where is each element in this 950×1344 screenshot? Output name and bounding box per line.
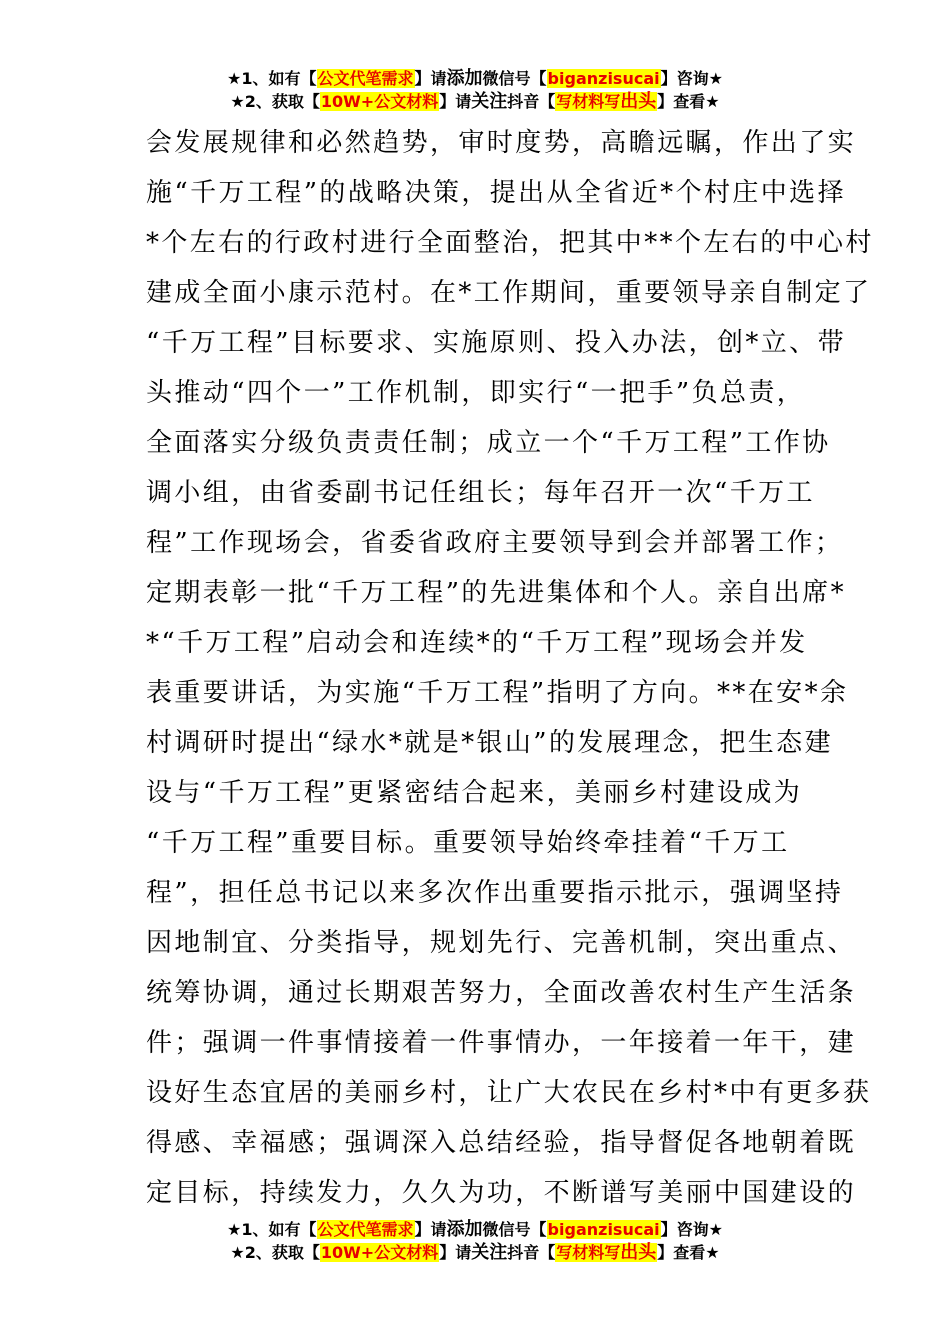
highlight-service: 公文代笔需求 [317, 1220, 414, 1239]
body-line: 表重要讲话，为实施“千万工程”指明了方向。**在安*余 [146, 678, 849, 708]
body-line: *个左右的行政村进行全面整治，把其中**个左右的中心村 [146, 228, 874, 258]
body-line: 头推动“四个一”工作机制，即实行“一把手”负总责， [146, 378, 806, 408]
body-line: 件；强调一件事情接着一件事情办，一年接着一年干，建 [146, 1028, 857, 1058]
highlight-douyin-part: 写材料写 [556, 1243, 621, 1262]
promo-text: 】请 [414, 69, 447, 88]
highlight-douyin-name [555, 1243, 657, 1262]
body-line: 得感、幸福感；强调深入总结经验，指导督促各地朝着既 [146, 1128, 857, 1158]
body-line: 设好生态宜居的美丽乡村，让广大农民在乡村*中有更多获 [146, 1078, 872, 1108]
promo-text: ★2、获取【 [230, 92, 320, 111]
promo-text: 抖音【 [507, 92, 556, 111]
highlight-materials: 10W+公文材料 [320, 92, 439, 111]
body-line: “千万工程”重要目标。重要领导始终牵挂着“千万工 [146, 828, 790, 858]
promo-emphasis: 关注 [471, 1242, 508, 1263]
promo-emphasis: 关注 [471, 91, 508, 112]
document-body [146, 118, 874, 1218]
highlight-wechat-id: biganzisucai [547, 69, 660, 88]
body-line: 统筹协调，通过长期艰苦努力，全面改善农村生产生活条 [146, 978, 857, 1008]
promo-text: 】咨询★ [660, 1220, 723, 1239]
promo-emphasis: 添加 [446, 1219, 483, 1240]
highlight-douyin-part: 写材料写 [556, 92, 621, 111]
highlight-materials: 10W+公文材料 [320, 1243, 439, 1262]
body-line: 设与“千万工程”更紧密结合起来，美丽乡村建设成为 [146, 778, 803, 808]
body-line: 村调研时提出“绿水*就是*银山”的发展理念，把生态建 [146, 728, 833, 758]
promo-text: ★1、如有【 [227, 69, 317, 88]
promo-text: 】查看★ [657, 92, 720, 111]
promo-line-1 [0, 68, 950, 91]
promo-emphasis: 添加 [446, 68, 483, 89]
highlight-douyin-name [555, 92, 657, 111]
body-line: 全面落实分级负责责任制；成立一个“千万工程”工作协 [146, 428, 831, 458]
body-line: 程”工作现场会，省委省政府主要领导到会并部署工作； [146, 528, 844, 558]
body-line: 建成全面小康示范村。在*工作期间，重要领导亲自制定了 [146, 278, 872, 308]
highlight-service: 公文代笔需求 [317, 69, 414, 88]
promo-text: 抖音【 [507, 1243, 556, 1262]
promo-text: 微信号【 [482, 69, 547, 88]
header-promo-banner [0, 68, 950, 114]
footer-promo-banner [0, 1219, 950, 1265]
body-line: *“千万工程”启动会和连续*的“千万工程”现场会并发 [146, 628, 808, 658]
highlight-douyin-emphasis: 出头 [620, 1242, 657, 1263]
body-line: 施“千万工程”的战略决策，提出从全省近*个村庄中选择 [146, 178, 846, 208]
body-line: 程”，担任总书记以来多次作出重要指示批示，强调坚持 [146, 878, 844, 908]
promo-text: 】咨询★ [660, 69, 723, 88]
body-line: 调小组，由省委副书记任组长；每年召开一次“千万工 [146, 478, 815, 508]
promo-line-2 [0, 1242, 950, 1265]
body-line: 会发展规律和必然趋势，审时度势，高瞻远瞩，作出了实 [146, 128, 857, 158]
promo-text: 】请 [414, 1220, 447, 1239]
promo-text: ★2、获取【 [230, 1243, 320, 1262]
promo-text: 】请 [439, 92, 472, 111]
body-line: 因地制宜、分类指导，规划先行、完善机制，突出重点、 [146, 928, 857, 958]
body-line: “千万工程”目标要求、实施原则、投入办法，创*立、带 [146, 328, 846, 358]
promo-text: ★1、如有【 [227, 1220, 317, 1239]
body-line: 定期表彰一批“千万工程”的先进集体和个人。亲自出席* [146, 578, 846, 608]
body-line: 定目标，持续发力，久久为功，不断谱写美丽中国建设的 [146, 1178, 857, 1208]
promo-line-1 [0, 1219, 950, 1242]
promo-text: 】查看★ [657, 1243, 720, 1262]
highlight-douyin-emphasis: 出头 [620, 91, 657, 112]
promo-line-2 [0, 91, 950, 114]
promo-text: 微信号【 [482, 1220, 547, 1239]
highlight-wechat-id: biganzisucai [547, 1220, 660, 1239]
promo-text: 】请 [439, 1243, 472, 1262]
